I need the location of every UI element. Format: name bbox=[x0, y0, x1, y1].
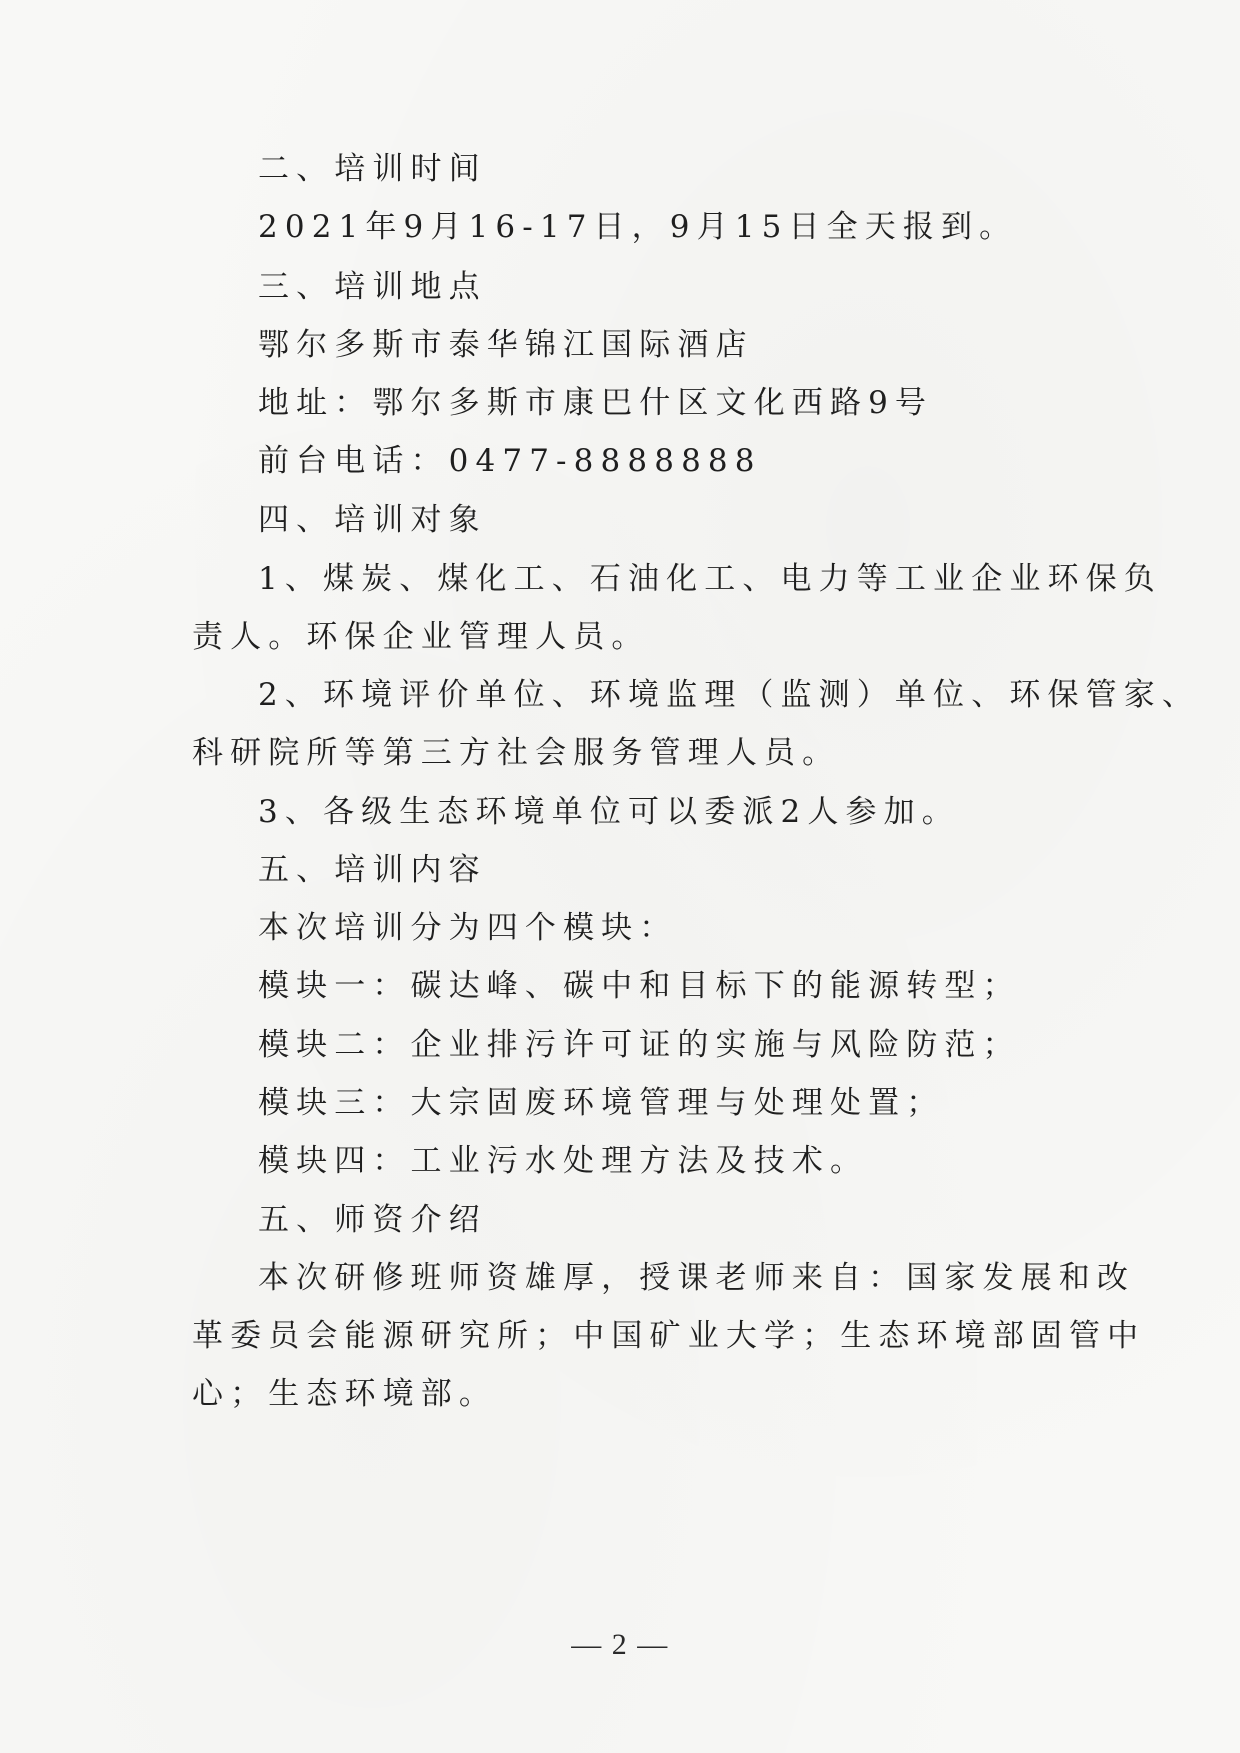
module-item: 模块二：企业排污许可证的实施与风险防范； bbox=[258, 1027, 1021, 1063]
module-item: 模块四：工业污水处理方法及技术。 bbox=[258, 1143, 869, 1179]
paragraph-line: 本次培训分为四个模块： bbox=[258, 910, 678, 946]
paragraph-line: 本次研修班师资雄厚，授课老师来自：国家发展和改 bbox=[258, 1260, 1135, 1296]
page-number: — 2 — bbox=[571, 1628, 669, 1661]
paragraph-line: 2、环境评价单位、环境监理（监测）单位、环保管家、 bbox=[258, 677, 1200, 713]
paragraph-line: 科研院所等第三方社会服务管理人员。 bbox=[192, 735, 841, 771]
paragraph-line: 3、各级生态环境单位可以委派2人参加。 bbox=[258, 794, 960, 830]
heading-training-time: 二、培训时间 bbox=[258, 151, 487, 187]
paragraph-line: 革委员会能源研究所；中国矿业大学；生态环境部固管中 bbox=[192, 1318, 1146, 1354]
paragraph-line: 鄂尔多斯市泰华锦江国际酒店 bbox=[258, 327, 754, 363]
paragraph-line: 1、煤炭、煤化工、石油化工、电力等工业企业环保负 bbox=[258, 561, 1162, 597]
paragraph-line: 心；生态环境部。 bbox=[192, 1376, 498, 1412]
heading-training-content: 五、培训内容 bbox=[258, 852, 487, 888]
paragraph-line: 责人。环保企业管理人员。 bbox=[192, 619, 650, 655]
paragraph-line: 地址：鄂尔多斯市康巴什区文化西路9号 bbox=[258, 385, 934, 421]
module-item: 模块三：大宗固废环境管理与处理处置； bbox=[258, 1085, 945, 1121]
paragraph-line: 2021年9月16-17日，9月15日全天报到。 bbox=[258, 209, 1018, 245]
heading-faculty: 五、师资介绍 bbox=[258, 1202, 487, 1238]
heading-training-audience: 四、培训对象 bbox=[258, 502, 487, 538]
module-item: 模块一：碳达峰、碳中和目标下的能源转型； bbox=[258, 968, 1021, 1004]
paragraph-line: 前台电话：0477-8888888 bbox=[258, 443, 762, 479]
heading-training-location: 三、培训地点 bbox=[258, 269, 487, 305]
